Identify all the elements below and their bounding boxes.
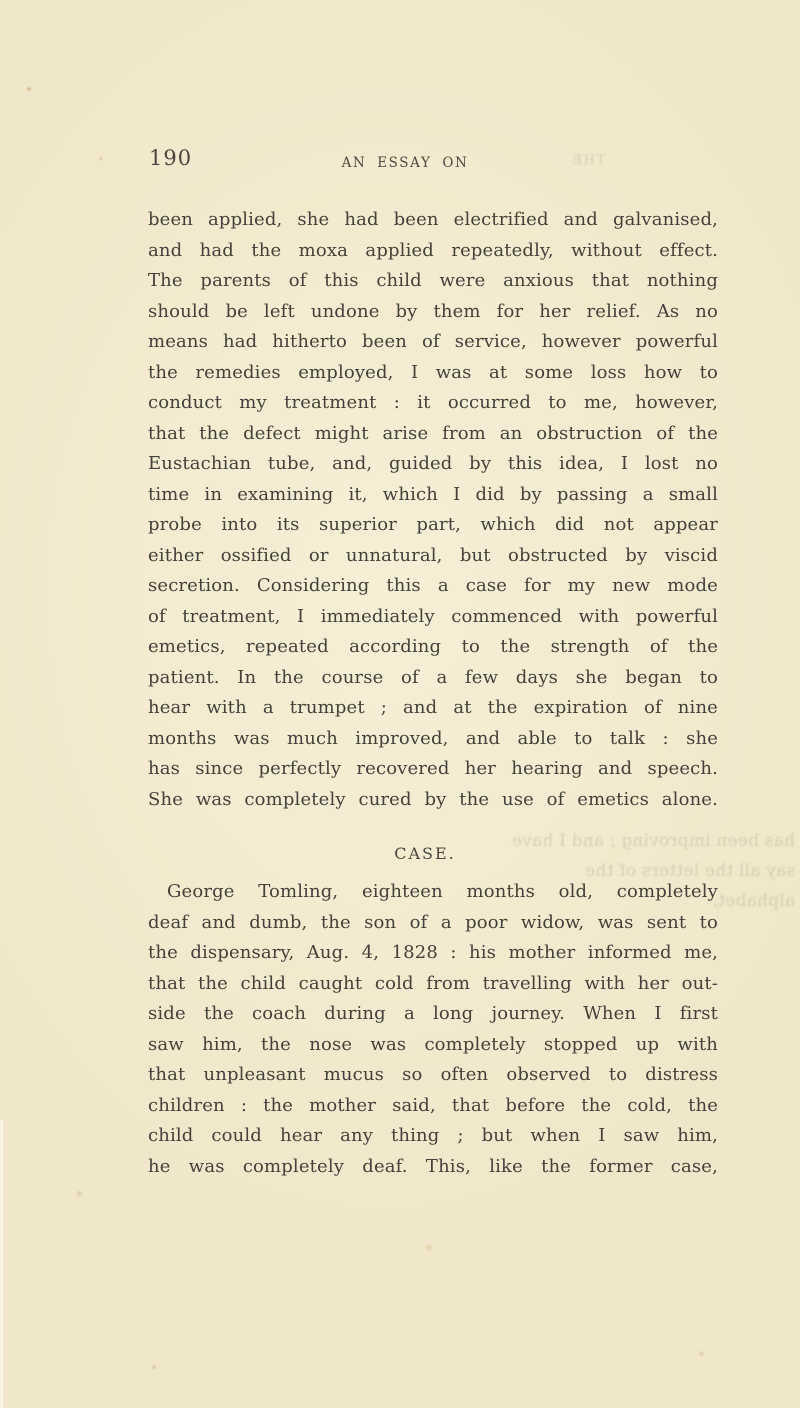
fox-spot [151,1364,157,1370]
text-line: Eustachian tube, and, guided by this idea, I lost no [148,453,718,474]
text-line: probe into its superior part, which did not appear [148,514,718,535]
text-line: secretion. Considering this a case for my new mode [148,575,718,596]
text-line: should be left undone by them for her relief. As no [148,300,718,322]
show-through-line: has been improving ; and I have [511,831,795,851]
show-through-line: say all the letters of the alphabet, [585,861,795,911]
text-line: side the coach during a long journey. When I first [148,1003,718,1024]
text-line: patient. In the course of a few days she began to [148,666,718,688]
fox-spot [98,156,103,161]
text-line: conduct my treatment : it occurred to me, however, [148,392,718,413]
text-line: child could hear any thing ; but when I saw him, [148,1125,718,1146]
text-line: of treatment, I immediately commenced with powerful [148,605,718,627]
text-line: that the child caught cold from travelling with her out- [148,972,718,994]
text-line: means had hitherto been of service, however powerful [148,331,718,352]
text-line: George Tomling, eighteen months old, completely [167,881,718,902]
show-through-head: THE [571,153,605,168]
text-line: been applied, she had been electrified and galvanised, [148,209,718,230]
text-line: the remedies employed, I was at some loss how to [148,361,718,383]
text-line: hear with a trumpet ; and at the expiration of nine [148,697,718,718]
text-line: time in examining it, which I did by passing a small [148,483,718,505]
text-line: the dispensary, Aug. 4, 1828 : his mother informed me, [148,942,718,963]
text-line: The parents of this child were anxious that nothing [148,270,718,291]
text-line: and had the moxa applied repeatedly, without effect. [148,239,718,261]
page-number: 190 [149,146,193,170]
fox-spot [424,1243,434,1252]
paragraph-2 [148,877,718,1182]
text-line: that unpleasant mucus so often observed to distress [148,1064,718,1085]
fox-spot [76,1190,83,1197]
text-line: either ossified or unnatural, but obstructed by viscid [148,544,718,566]
text-line: that the defect might arise from an obstruction of the [148,422,718,444]
text-line: has since perfectly recovered her hearing and speech. [148,758,718,779]
scan-edge-highlight [0,1120,3,1408]
text-line: deaf and dumb, the son of a poor widow, was sent to [148,911,718,933]
fox-spot [26,86,32,92]
paragraph-1 [148,205,718,815]
text-line: She was completely cured by the use of emetics alone. [148,788,718,810]
fox-spot [698,1350,705,1357]
text-line: saw him, the nose was completely stopped up with [148,1033,718,1055]
text-line: emetics, repeated according to the strength of the [148,636,718,657]
running-head: AN ESSAY ON [341,155,469,171]
text-line: children : the mother said, that before the cold, the [148,1094,718,1116]
text-line: months was much improved, and able to talk : she [148,727,718,749]
case-heading: CASE. [394,844,456,863]
text-line: he was completely deaf. This, like the former case, [148,1155,718,1177]
